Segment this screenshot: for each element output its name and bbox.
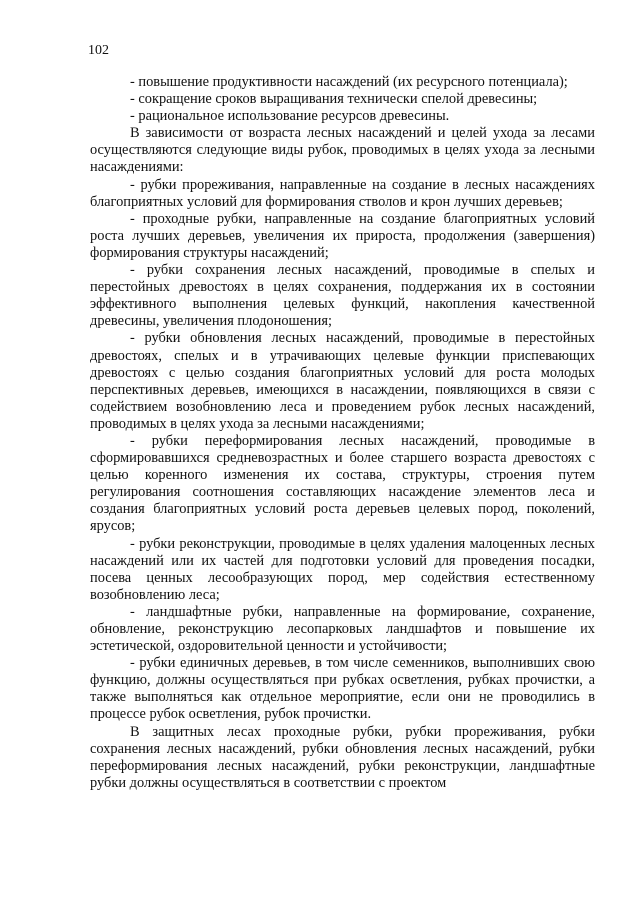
paragraph: - рубки обновления лесных насаждений, проводимые в перестойных древостоях, спелых и в утрачивающих целевые функции приспевающих древостоях с целью создания благоприятных условий для роста молодых перспективных деревьев, имеющихся в насаждении, появляющихся в связи с содействием возобновлению леса и проведением рубок лесных насаждений, проводимых в целях ухода за лесными насаждениями; (90, 330, 595, 432)
paragraph: - рубки переформирования лесных насаждений, проводимые в сформировавшихся средневозрастных и более старшего возраста древостоях с целью коренного изменения их состава, структуры, строения путем регулирования соотношения составляющих насаждение элементов леса и создания благоприятных условий роста деревьев целевых пород, поколений, ярусов; (90, 432, 595, 535)
paragraph: - сокращение сроков выращивания технически спелой древесины; (130, 91, 538, 108)
page-number: 102 (88, 43, 109, 58)
paragraph: - рубки сохранения лесных насаждений, проводимые в спелых и перестойных древостоях в целях сохранения, поддержания их в состоянии эффективного выполнения целевых функций, накопления качественной древесины, увеличения плодоношения; (90, 262, 595, 330)
paragraph: - ландшафтные рубки, направленные на формирование, сохранение, обновление, реконструкцию лесопарковых ландшафтов и повышение их эстетической, оздоровительной ценности и устойчивости; (90, 603, 595, 655)
paragraph: - рубки прореживания, направленные на создание в лесных насаждениях благоприятных условий для формирования стволов и крон лучших деревьев; (90, 176, 595, 210)
body-text (90, 74, 595, 792)
paragraph: - рубки единичных деревьев, в том числе семенников, выполнивших свою функцию, должны осуществляться при рубках осветления, рубках прочистки, а также выполняться как отдельное мероприятие, если они не проводились в процессе рубок осветления, рубок прочистки. (90, 655, 595, 723)
paragraph: - повышение продуктивности насаждений (их ресурсного потенциала); (130, 74, 568, 90)
paragraph: - рубки реконструкции, проводимые в целях удаления малоценных лесных насаждений или их частей для подготовки условий для проведения посадки, посева ценных лесообразующих пород, мер содействия естественному возобновлению леса; (90, 535, 595, 603)
paragraph: В зависимости от возраста лесных насаждений и целей ухода за лесами осуществляются следующие виды рубок, проводимых в целях ухода за лесными насаждениями: (90, 125, 595, 176)
paragraph: - проходные рубки, направленные на создание благоприятных условий роста лучших деревьев, увеличения их прироста, продолжения (завершения) формирования структуры насаждений; (90, 210, 595, 261)
paragraph: В защитных лесах проходные рубки, рубки прореживания, рубки сохранения лесных насаждений, рубки обновления лесных насаждений, рубки переформирования лесных насаждений, рубки реконструкции, ландшафтные рубки должны осуществляться в соответствии с проектом (90, 723, 595, 791)
paragraph: - рациональное использование ресурсов древесины. (130, 108, 450, 125)
